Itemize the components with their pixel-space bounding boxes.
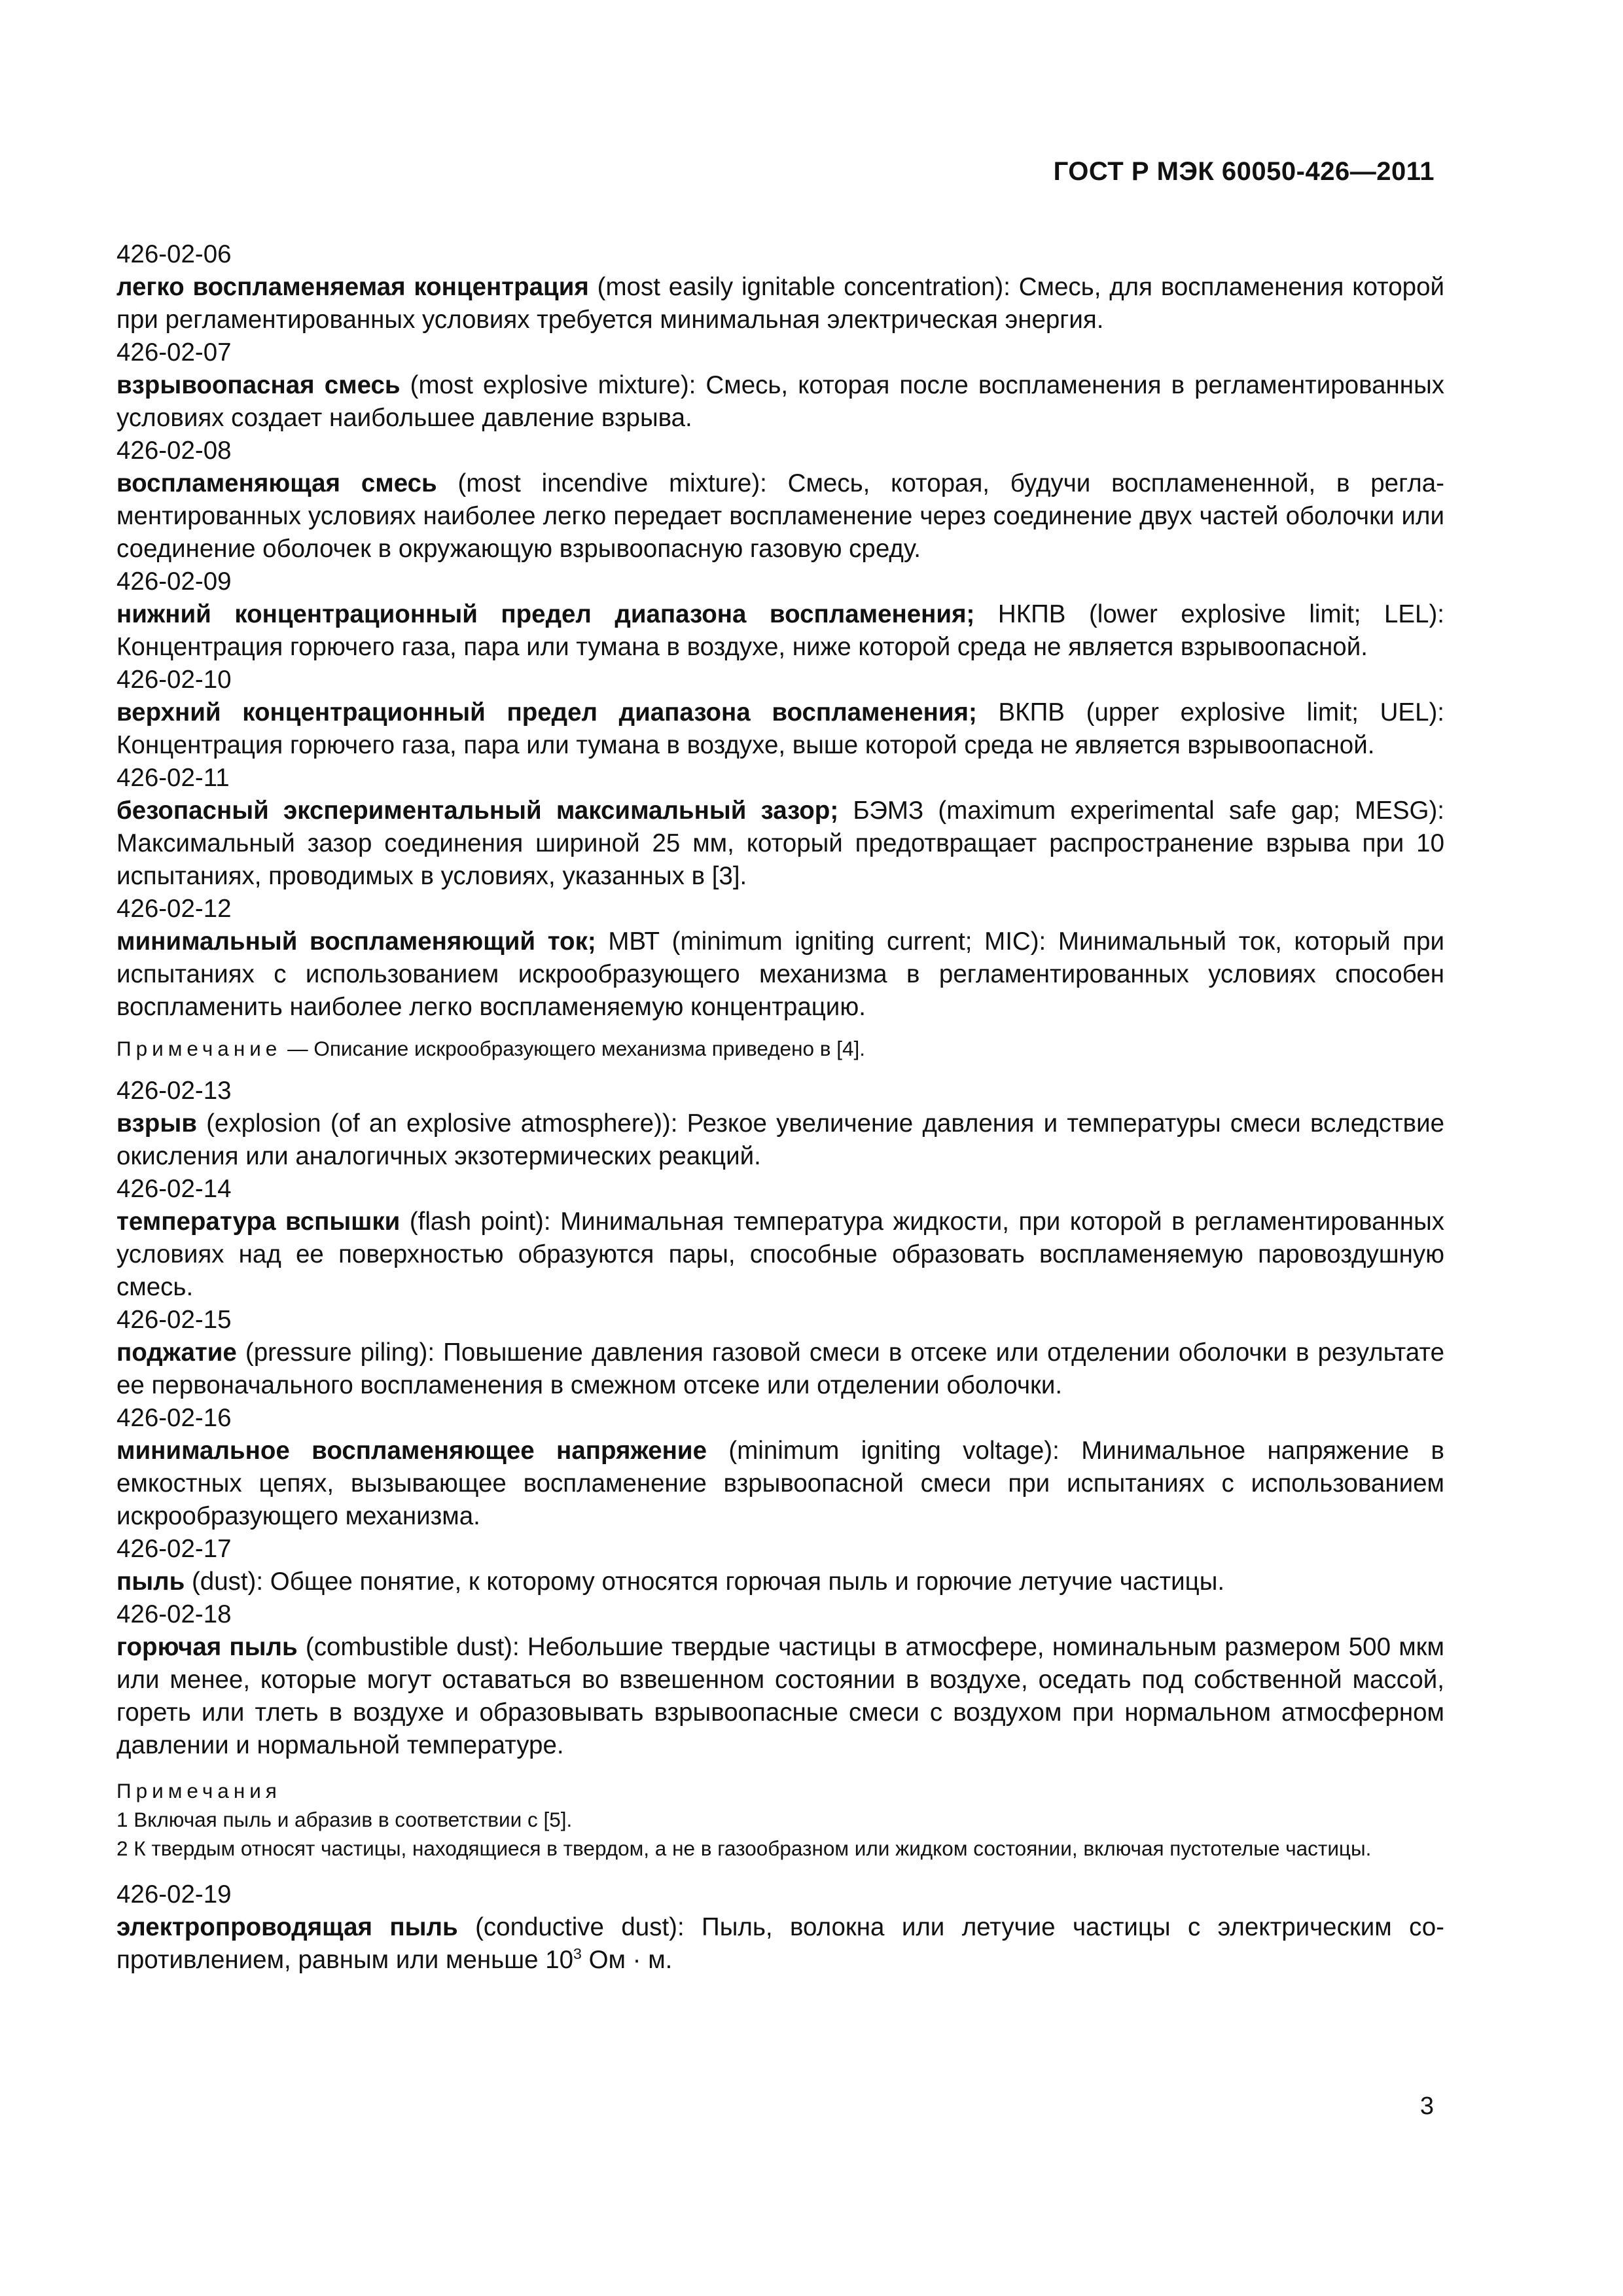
entry-number: 426-02-13 — [116, 1077, 232, 1105]
entry-term: безопасный экспериментальный максимальный зазор; — [116, 797, 839, 825]
entry-term: горючая пыль — [116, 1633, 298, 1661]
term-entry — [116, 1878, 1444, 1977]
term-entry — [116, 762, 1444, 893]
entry-number: 426-02-15 — [116, 1306, 232, 1334]
entry-text: НКПВ (lower explosive limit; LEL): Концентрация горючего газа, пара или тумана в воздухе, ниже которой среда не является взрывоопасной. — [116, 600, 1444, 661]
entry-number: 426-02-09 — [116, 567, 232, 596]
entry-text: (flash point): Минимальная температура жидкости, при которой в регламентированных условиях над ее поверхностью образуются пары, способные образовать воспламеняемую паровоздушную смесь. — [116, 1208, 1444, 1301]
term-entry — [116, 238, 1444, 336]
term-entry — [116, 1402, 1444, 1533]
entry-number: 426-02-16 — [116, 1404, 232, 1432]
unit-text: Ом · м. — [581, 1946, 673, 1974]
entry-definition — [116, 1107, 1444, 1173]
entry-definition — [116, 1206, 1444, 1304]
entry-term: нижний концентрационный предел диапазона воспламенения; — [116, 600, 975, 628]
entry-text: (explosion (of an explosive atmosphere)): Резкое увеличение давления и температуры смеси вследствие окисления или аналогичных экзотермических реакций. — [116, 1109, 1444, 1170]
entry-term: электропроводящая пыль — [116, 1913, 458, 1941]
entry-term: минимальное воспламеняющее напряжение — [116, 1437, 707, 1465]
entry-definition — [116, 795, 1444, 893]
entry-number: 426-02-08 — [116, 437, 232, 465]
entry-text: ВКПВ (upper explosive limit; UEL): Концентрация горючего газа, пара или тумана в воздухе, выше которой среда не является взрывоопасной. — [116, 698, 1444, 759]
exponent-superscript: 3 — [573, 1945, 582, 1963]
term-entry — [116, 1533, 1444, 1598]
entry-term: взрывоопасная смесь — [116, 371, 401, 399]
entry-number: 426-02-17 — [116, 1535, 232, 1563]
entry-definition — [116, 1566, 1444, 1598]
entry-number: 426-02-11 — [116, 764, 230, 792]
entry-definition — [116, 696, 1444, 762]
entry-text: МВТ (minimum igniting current; MIC): Минимальный ток, который при испытаниях с использованием искрообразующего механизма в регламентированных условиях способен воспламенить наиболее легко воспламеняемую концентрацию. — [116, 927, 1445, 1021]
term-entry — [116, 435, 1444, 565]
entry-number: 426-02-14 — [116, 1175, 232, 1203]
entry-number: 426-02-19 — [116, 1880, 232, 1909]
term-entry — [116, 893, 1444, 1024]
term-entry — [116, 336, 1444, 435]
entry-number: 426-02-18 — [116, 1600, 232, 1628]
entry-definition — [116, 1336, 1444, 1402]
entry-definition — [116, 467, 1444, 565]
entry-text: (most explosive mixture): Смесь, которая после воспламенения в регламентированных условиях создает наибольшее давление взрыва. — [116, 371, 1444, 432]
entry-term: верхний концентрационный предел диапазона воспламенения; — [116, 698, 977, 726]
entry-definition — [116, 271, 1444, 336]
entry-term: воспламеняющая смесь — [116, 469, 437, 497]
term-entry — [116, 1304, 1444, 1402]
entry-text: (combustible dust): Небольшие твердые частицы в атмосфере, номинальным размером 500 мкм или менее, которые могут оставаться во взвешенном состоянии в воздухе, оседать под собственной массой, гореть или тлеть в воздухе и образовывать взрывоопасные смеси с воздухом при нормальном атмосферном давлении и нормальной температуре. — [116, 1633, 1444, 1759]
entry-term: взрыв — [116, 1109, 197, 1138]
entry-definition — [116, 1435, 1444, 1533]
note-text: — Описание искрообразующего механизма приведено в [4]. — [281, 1037, 866, 1060]
entry-number: 426-02-06 — [116, 240, 232, 268]
entry-definition — [116, 369, 1444, 435]
note-item: 2 К твердым относят частицы, находящиеся в твердом, а не в газообразном или жидком состоянии, включая пустотелые частицы. — [116, 1837, 1372, 1860]
document-body — [116, 238, 1444, 1977]
entry-definition — [116, 925, 1444, 1024]
term-entry — [116, 1075, 1444, 1173]
term-entry — [116, 565, 1444, 664]
note-label: Примечание — [116, 1037, 282, 1060]
entry-definition — [116, 1631, 1444, 1762]
notes-block — [116, 1776, 1444, 1863]
entry-text: (dust): Общее понятие, к которому относятся горючая пыль и горючие летучие частицы. — [185, 1568, 1225, 1596]
standard-id-header: ГОСТ Р МЭК 60050-426—2011 — [1053, 157, 1435, 186]
entry-text: (conductive dust): Пыль, волокна или летучие частицы с электрическим сопротивлением, равным или меньше 10 — [116, 1913, 1444, 1974]
entry-number: 426-02-10 — [116, 666, 232, 694]
page-number: 3 — [1419, 2092, 1434, 2120]
entry-term: температура вспышки — [116, 1208, 401, 1236]
entry-text: (minimum igniting voltage): Минимальное напряжение в емкостных цепях, вызывающее воспламенение взрывоопасной смеси при испытаниях с использованием искрообразующего механизма. — [116, 1437, 1444, 1530]
term-entry — [116, 664, 1444, 762]
entry-definition — [116, 1911, 1444, 1977]
entry-term: минимальный воспламеняющий ток; — [116, 927, 596, 956]
entry-text: БЭМЗ (maximum experimental safe gap; MESG): Максимальный зазор соединения шириной 25 мм, который предотвращает распространение взрыва при 10 испытаниях, проводимых в условиях, указанных в [3]. — [116, 797, 1444, 890]
entry-number: 426-02-12 — [116, 895, 232, 923]
note-item: 1 Включая пыль и абразив в соответствии с [5]. — [116, 1808, 573, 1831]
notes-label: Примечания — [116, 1779, 281, 1803]
entry-text: (pressure piling): Повышение давления газовой смеси в отсеке или отделении оболочки в результате ее первоначального воспламенения в смежном отсеке или отделении оболочки. — [116, 1338, 1444, 1399]
term-entry — [116, 1598, 1444, 1762]
entry-number: 426-02-07 — [116, 338, 232, 367]
entry-term: поджатие — [116, 1338, 237, 1367]
entry-text: (most easily ignitable concentration): Смесь, для воспламенения которой при регламентированных условиях требуется минимальная электрическая энергия. — [116, 273, 1444, 334]
entry-term: пыль — [116, 1568, 185, 1596]
note — [116, 1034, 1444, 1063]
entry-definition — [116, 598, 1444, 664]
entry-term: легко воспламеняемая концентрация — [116, 273, 589, 301]
entry-text: (most incendive mixture): Смесь, которая, будучи воспламененной, в регламентированных условиях наиболее легко передает воспламенение через соединение двух частей оболочки или соединение оболочек в окружающую взрывоопасную газовую среду. — [116, 469, 1444, 563]
term-entry — [116, 1173, 1444, 1304]
